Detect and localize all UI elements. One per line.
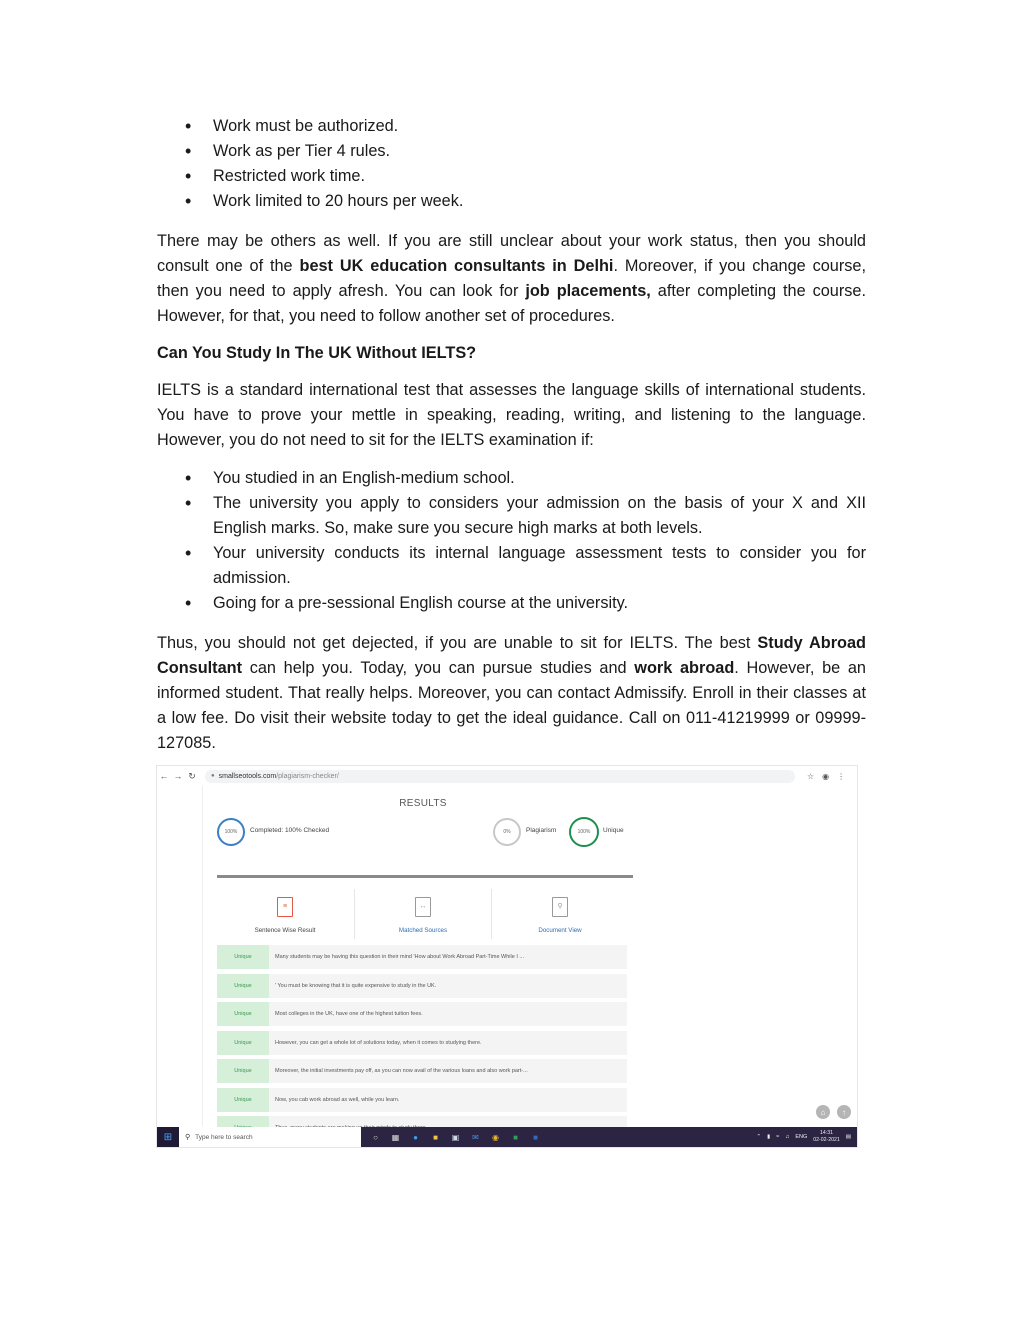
compare-document-icon: ↔	[415, 897, 431, 917]
results-panel	[202, 786, 644, 1126]
taskbar-search-input[interactable]	[179, 1127, 361, 1147]
para-text: . Moreover, if you change course, then you need to apply afresh. You can look for	[157, 257, 866, 300]
para-text: can help you. Today, you can pursue studies and	[242, 659, 635, 677]
table-row[interactable]	[217, 1088, 627, 1112]
plagiarism-ring	[493, 818, 521, 846]
url-host: smallseotools.com	[218, 772, 277, 780]
list-item: • Your university conducts its internal language assessment tests to consider you for admission.	[157, 541, 866, 591]
para-text: IELTS is a standard international test that assesses the language skills of international students. You have to prove your mettle in speaking, reading, writing, and listening to the language. However, you do not need to sit for the IELTS examination if:	[157, 381, 866, 449]
search-placeholder: Type here to search	[195, 1133, 253, 1141]
tab-matched-sources[interactable]	[355, 889, 491, 941]
list-item: • Restricted work time.	[157, 164, 866, 189]
plagiarism-checker-screenshot	[156, 765, 858, 1148]
right-blank-area	[643, 786, 857, 1126]
unique-badge: Unique	[217, 1088, 269, 1112]
completed-pct: 100%	[224, 829, 238, 835]
tab-label: Document View	[538, 927, 582, 934]
store-icon[interactable]: ▣	[451, 1132, 460, 1142]
language-indicator[interactable]: ENG	[795, 1134, 808, 1140]
unique-badge: Unique	[217, 974, 269, 998]
notification-icon[interactable]: ▤	[845, 1134, 851, 1140]
table-row[interactable]	[217, 945, 627, 969]
progress-bar	[217, 875, 633, 878]
completed-ring	[217, 818, 245, 846]
para-text: There may be others as well. If you are still unclear about your work status, then you should consult one of the	[157, 232, 866, 275]
list-item: • Work must be authorized.	[157, 114, 866, 139]
reload-icon[interactable]: ↻	[188, 770, 196, 781]
tab-document-view[interactable]	[492, 889, 628, 941]
list-item: • Going for a pre-sessional English course at the university.	[157, 591, 866, 616]
cortana-icon[interactable]: ○	[373, 1132, 378, 1142]
address-bar[interactable]	[205, 770, 795, 783]
system-tray	[757, 1130, 857, 1144]
lock-icon: ●	[211, 773, 215, 779]
volume-icon[interactable]: ♫	[785, 1134, 790, 1140]
sentence-text: Most colleges in the UK, have one of the highest tuition fees.	[275, 1011, 423, 1017]
mail-icon[interactable]: ✉	[472, 1132, 479, 1142]
file-explorer-icon[interactable]: ■	[433, 1132, 438, 1142]
unique-badge: Unique	[217, 1059, 269, 1083]
unique-badge: Unique	[217, 1002, 269, 1026]
bold-link-text: Study Abroad Consultant	[157, 634, 866, 677]
chrome-icon[interactable]: ◉	[492, 1132, 499, 1142]
battery-icon[interactable]: ▮	[767, 1134, 771, 1140]
windows-start-icon[interactable]: ⊞	[157, 1127, 179, 1147]
bold-link-text: work abroad	[634, 659, 735, 677]
unique-badge: Unique	[217, 1031, 269, 1055]
clock[interactable]	[813, 1130, 840, 1144]
list-item: • Work limited to 20 hours per week.	[157, 189, 866, 214]
para-text: Thus, you should not get dejected, if you are unable to sit for IELTS. The best	[157, 634, 758, 652]
profile-avatar-icon[interactable]: ◉	[822, 771, 830, 781]
browser-toolbar	[157, 766, 857, 786]
table-row[interactable]	[217, 1002, 627, 1026]
completed-label: Completed: 100% Checked	[250, 827, 330, 834]
task-view-icon[interactable]: ▦	[391, 1132, 400, 1142]
sentence-text: Many students may be having this question in their mind 'How about Work Abroad Part-Time While I ...	[275, 954, 524, 960]
home-icon[interactable]: ⌂	[816, 1105, 830, 1119]
paragraph-work-status	[157, 229, 866, 329]
sentence-text: Now, you cab work abroad as well, while you learn.	[275, 1097, 400, 1103]
table-row[interactable]	[217, 1059, 627, 1083]
results-title: RESULTS	[399, 798, 447, 809]
paragraph-conclusion	[157, 631, 866, 756]
left-gutter	[157, 786, 202, 1126]
back-arrow-icon[interactable]: ←	[159, 771, 169, 781]
search-icon: ⚲	[185, 1134, 191, 1141]
chevron-up-icon[interactable]: ⌃	[756, 1134, 762, 1140]
section-heading: Can You Study In The UK Without IELTS?	[157, 344, 477, 362]
bold-link-text: job placements,	[525, 282, 651, 300]
word-icon[interactable]: ■	[533, 1132, 538, 1142]
edge-browser-icon[interactable]: ●	[413, 1132, 418, 1142]
menu-dots-icon[interactable]: ⋮	[837, 771, 846, 781]
unique-ring	[569, 817, 599, 847]
scroll-top-icon[interactable]: ↑	[837, 1105, 851, 1119]
work-rules-list	[157, 114, 866, 214]
windows-taskbar	[157, 1127, 857, 1147]
star-icon[interactable]: ☆	[807, 771, 815, 781]
bold-link-text: best UK education consultants in Delhi	[299, 257, 614, 275]
excel-icon[interactable]: ■	[513, 1132, 518, 1142]
tab-label: Sentence Wise Result	[254, 927, 316, 934]
url-path: /plagiarism-checker/	[276, 772, 339, 780]
list-item: • You studied in an English-medium school.	[157, 466, 866, 491]
table-row[interactable]	[217, 974, 627, 998]
clock-date: 02-02-2021	[813, 1137, 840, 1143]
document-search-icon: ⚲	[552, 897, 568, 917]
document-icon: ≡	[277, 897, 293, 917]
list-item: • The university you apply to considers your admission on the basis of your X and XII English marks. So, make sure you secure high marks at both levels.	[157, 491, 866, 541]
ielts-exemptions-list	[157, 466, 866, 616]
plagiarism-pct: 0%	[503, 829, 511, 835]
sentence-text: Moreover, the initial investments pay off, as you can now avail of the various loans and also work part-...	[275, 1068, 528, 1074]
wifi-icon[interactable]: ≈	[776, 1134, 780, 1140]
plagiarism-label: Plagiarism	[526, 827, 557, 834]
para-text: . However, be an informed student. That really helps. Moreover, you can contact Admissify. Enroll in their classes at a low fee. Do visit their website today to get the ideal guidance. Call on 011-41219999 or 09999-127085.	[157, 659, 866, 752]
list-item: • Work as per Tier 4 rules.	[157, 139, 866, 164]
clock-time: 14:31	[820, 1130, 834, 1136]
unique-label: Unique	[603, 827, 624, 834]
para-text: after completing the course. However, for that, you need to follow another set of procedures.	[157, 282, 866, 325]
sentence-text: ' You must be knowing that it is quite expensive to study in the UK.	[275, 983, 437, 989]
forward-arrow-icon[interactable]: →	[173, 771, 183, 781]
tab-sentence-wise-result[interactable]	[217, 889, 353, 941]
sentence-text: However, you can get a whole lot of solutions today, when it comes to studying there.	[275, 1040, 482, 1046]
table-row[interactable]	[217, 1031, 627, 1055]
unique-badge: Unique	[217, 945, 269, 969]
paragraph-ielts	[157, 378, 866, 453]
tab-label: Matched Sources	[398, 927, 448, 934]
unique-pct: 100%	[577, 829, 591, 835]
